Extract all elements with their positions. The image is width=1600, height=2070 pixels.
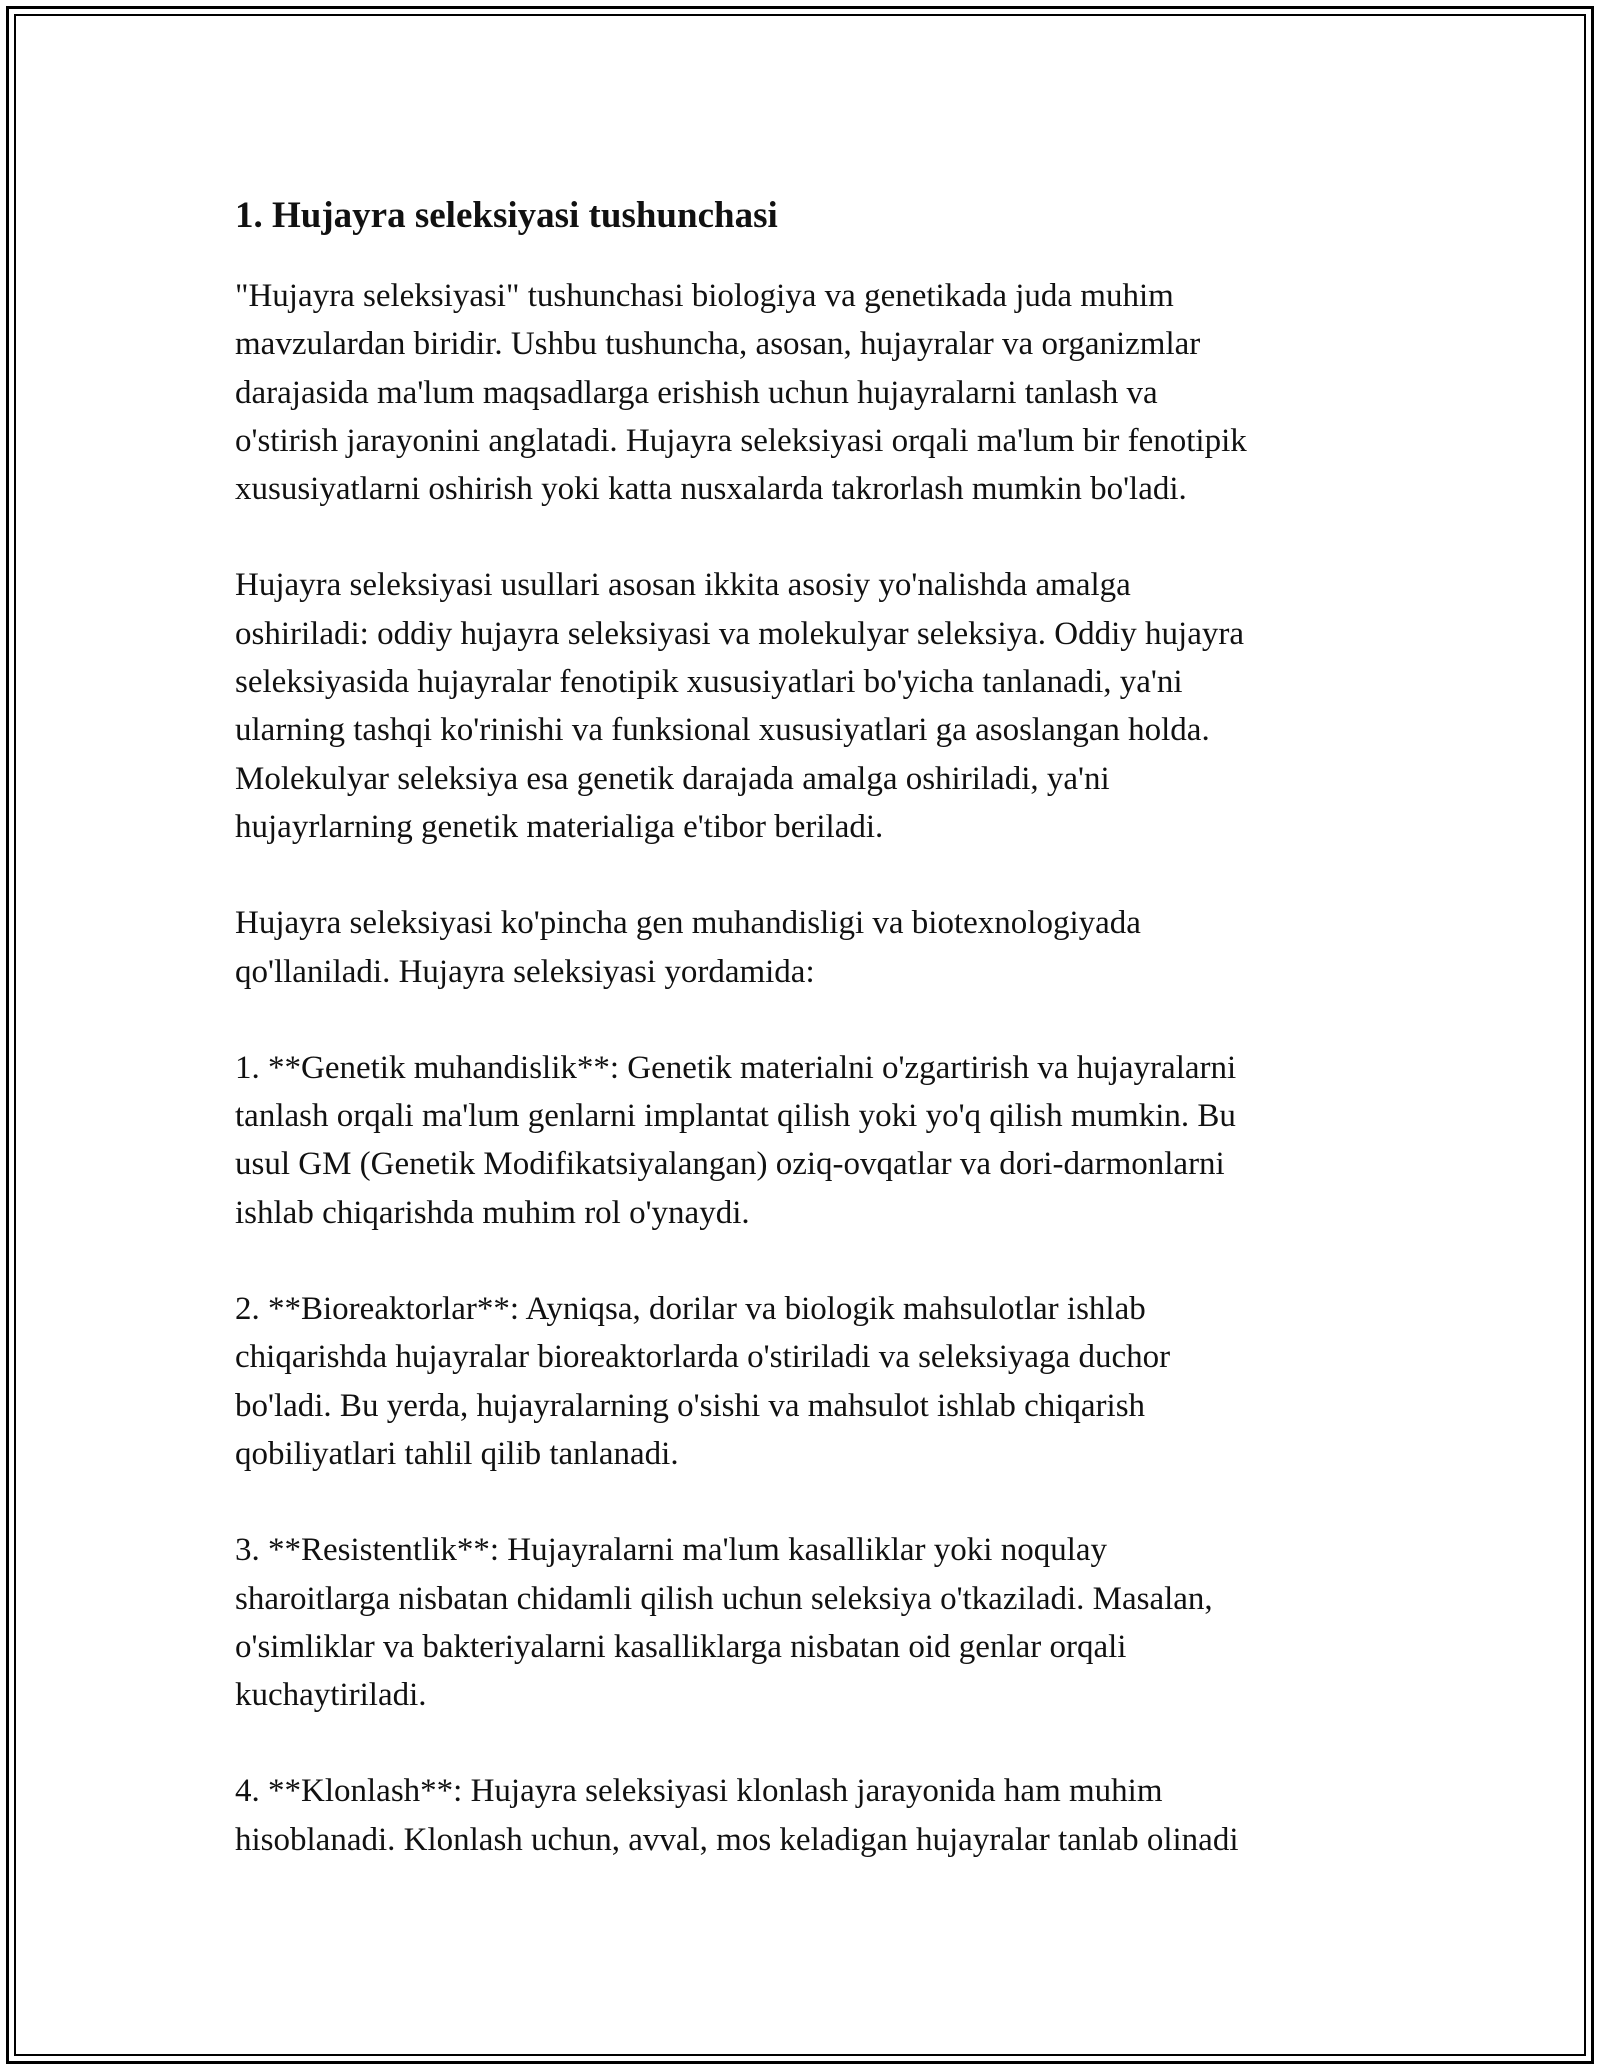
list-item-resistance: 3. **Resistentlik**: Hujayralarni ma'lum kasalliklar yoki noqulay sharoitlarga nisbatan chidamli qilish uchun seleksiya o'tkaziladi. Masalan, o'simliklar va bakteriyalarni kasalliklarga nisbatan oid genlar orqali kuchaytiriladi. <box>235 1532 1213 1714</box>
section-heading: 1. Hujayra seleksiyasi tushunchasi <box>235 195 778 236</box>
list-item-genetic-engineering: 1. **Genetik muhandislik**: Genetik materialni o'zgartirish va hujayralarni tanlash orqali ma'lum genlarni implantat qilish yoki yo'q qilish mumkin. Bu usul GM (Genetik Modifikatsiyalangan) oziq-ovqatlar va dori-darmonlarni ishlab chiqarishda muhim rol o'ynaydi. <box>235 1049 1237 1231</box>
list-item-bioreactors: 2. **Bioreaktorlar**: Ayniqsa, dorilar va biologik mahsulotlar ishlab chiqarishda hujayralar bioreaktorlarda o'stiriladi va seleksiyaga duchor bo'ladi. Bu yerda, hujayralarning o'sishi va mahsulot ishlab chiqarish qobiliyatlari tahlil qilib tanlanadi. <box>235 1291 1171 1472</box>
document-body <box>235 188 1385 1912</box>
list-item-cloning: 4. **Klonlash**: Hujayra seleksiyasi klonlash jarayonida ham muhim hisoblanadi. Klonlash uchun, avval, mos keladigan hujayralar tanlab olinadi <box>235 1773 1239 1858</box>
paragraph-methods: Hujayra seleksiyasi usullari asosan ikkita asosiy yo'nalishda amalga oshiriladi: oddiy hujayra seleksiyasi va molekulyar seleksiya. Oddiy hujayra seleksiyasida hujayralar fenotipik xususiyatlari bo'yicha tanlanadi, ya'ni ularning tashqi ko'rinishi va funksional xususiyatlari ga asoslangan holda. Molekulyar seleksiya esa genetik darajada amalga oshiriladi, ya'ni hujayrlarning genetik materialiga e'tibor beriladi. <box>235 567 1245 845</box>
paragraph-intro: "Hujayra seleksiyasi" tushunchasi biologiya va genetikada juda muhim mavzulardan biridir. Ushbu tushuncha, asosan, hujayralar va organizmlar darajasida ma'lum maqsadlarga erishish uchun hujayralarni tanlash va o'stirish jarayonini anglatadi. Hujayra seleksiyasi orqali ma'lum bir fenotipik xususiyatlarni oshirish yoki katta nusxalarda takrorlash mumkin bo'ladi. <box>235 278 1247 508</box>
paragraph-applications: Hujayra seleksiyasi ko'pincha gen muhandisligi va biotexnologiyada qo'llaniladi. Hujayra seleksiyasi yordamida: <box>235 905 1141 990</box>
